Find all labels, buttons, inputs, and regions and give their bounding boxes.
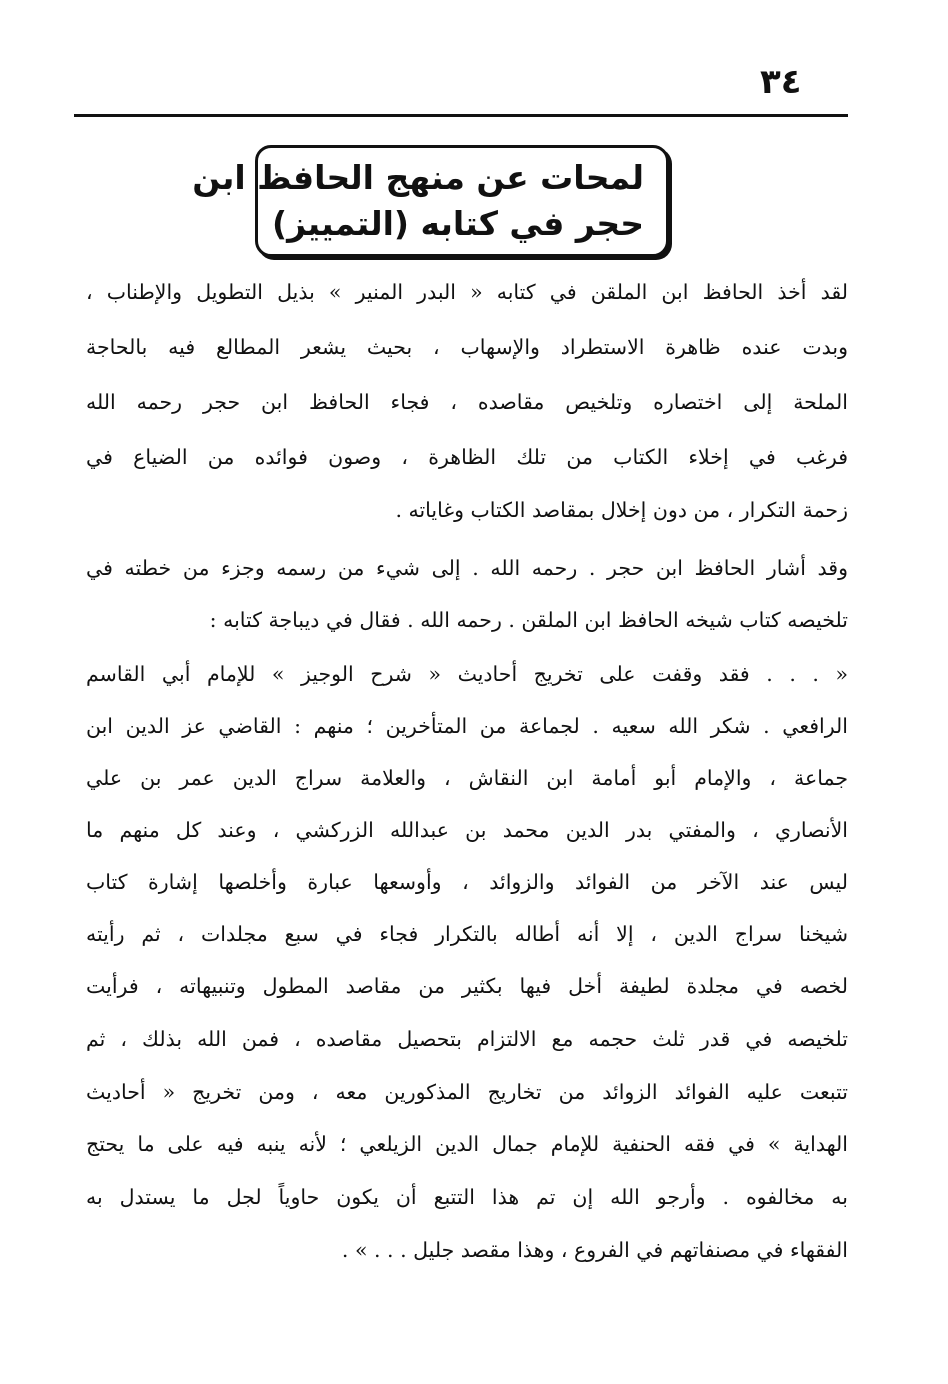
text-line-11: الأنصاري ، والمفتي بدر الدين محمد بن عبدالله الزركشي ، وعند كل منهم ما — [86, 818, 848, 842]
text-line-16: تتبعت عليه الفوائد الزوائد من تخاريج المذكورين معه ، ومن تخريج « أحاديث — [86, 1080, 848, 1104]
text-line-12: ليس عند الآخر من الفوائد والزوائد ، وأوسعها عبارة وأخلصها إشارة كتاب — [86, 870, 848, 894]
text-line-15: تلخيصه في قدر ثلث حجمه مع الالتزام بتحصيل مقاصده ، فمن الله بذلك ، ثم — [86, 1027, 848, 1051]
text-line-13: شيخنا سراج الدين ، إلا أنه أطاله بالتكرار فجاء في سبع مجلدات ، ثم رأيته — [86, 922, 848, 946]
text-line-3: الملحة إلى اختصاره وتلخيص مقاصده ، فجاء الحافظ ابن حجر رحمه الله — [86, 390, 848, 414]
text-line-5: زحمة التكرار ، من دون إخلال بمقاصد الكتاب وغاياته . — [395, 498, 848, 522]
text-line-10: جماعة ، والإمام أبو أمامة ابن النقاش ، والعلامة سراج الدين عمر بن علي — [86, 766, 848, 790]
page-number: ٣٤ — [760, 62, 802, 102]
text-line-6: وقد أشار الحافظ ابن حجر . رحمه الله . إلى شيء من رسمه وجزء من خطته في — [86, 556, 848, 580]
text-line-8: « . . . فقد وقفت على تخريج أحاديث « شرح الوجيز » للإمام أبي القاسم — [86, 662, 848, 686]
text-line-18: به مخالفوه . وأرجو الله إن تم هذا التتبع أن يكون حاوياً لجل ما يستدل به — [86, 1185, 848, 1209]
text-line-9: الرافعي . شكر الله سعيه . لجماعة من المتأخرين ؛ منهم : القاضي عز الدين ابن — [86, 714, 848, 738]
text-line-17: الهداية » في فقه الحنفية للإمام جمال الدين الزيلعي ؛ لأنه ينبه فيه على ما يحتج — [86, 1132, 848, 1156]
text-line-2: وبدت عنده ظاهرة الاستطراد والإسهاب ، بحيث يشعر المطالع فيه بالحاجة — [86, 335, 848, 359]
chapter-title-line-1: لمحات عن منهج الحافظ ابن — [192, 158, 644, 197]
chapter-title-line-2: حجر في كتابه (التمييز) — [272, 204, 644, 243]
text-line-14: لخصه في مجلدة لطيفة أخل فيها بكثير من مقاصد المطول وتنبيهاته ، فرأيت — [86, 974, 848, 998]
header-rule — [74, 114, 848, 117]
chapter-title-box — [192, 145, 669, 257]
text-line-4: فرغب في إخلاء الكتاب من تلك الظاهرة ، وصون فوائده من الضياع في — [86, 445, 848, 469]
text-line-1: لقد أخذ الحافظ ابن الملقن في كتابه « البدر المنير » بذيل التطويل والإطناب ، — [86, 280, 848, 304]
text-line-7: تلخيصه كتاب شيخه الحافظ ابن الملقن . رحمه الله . فقال في ديباجة كتابه : — [209, 608, 848, 632]
text-line-19: الفقهاء في مصنفاتهم في الفروع ، وهذا مقصد جليل . . . » . — [341, 1238, 848, 1262]
